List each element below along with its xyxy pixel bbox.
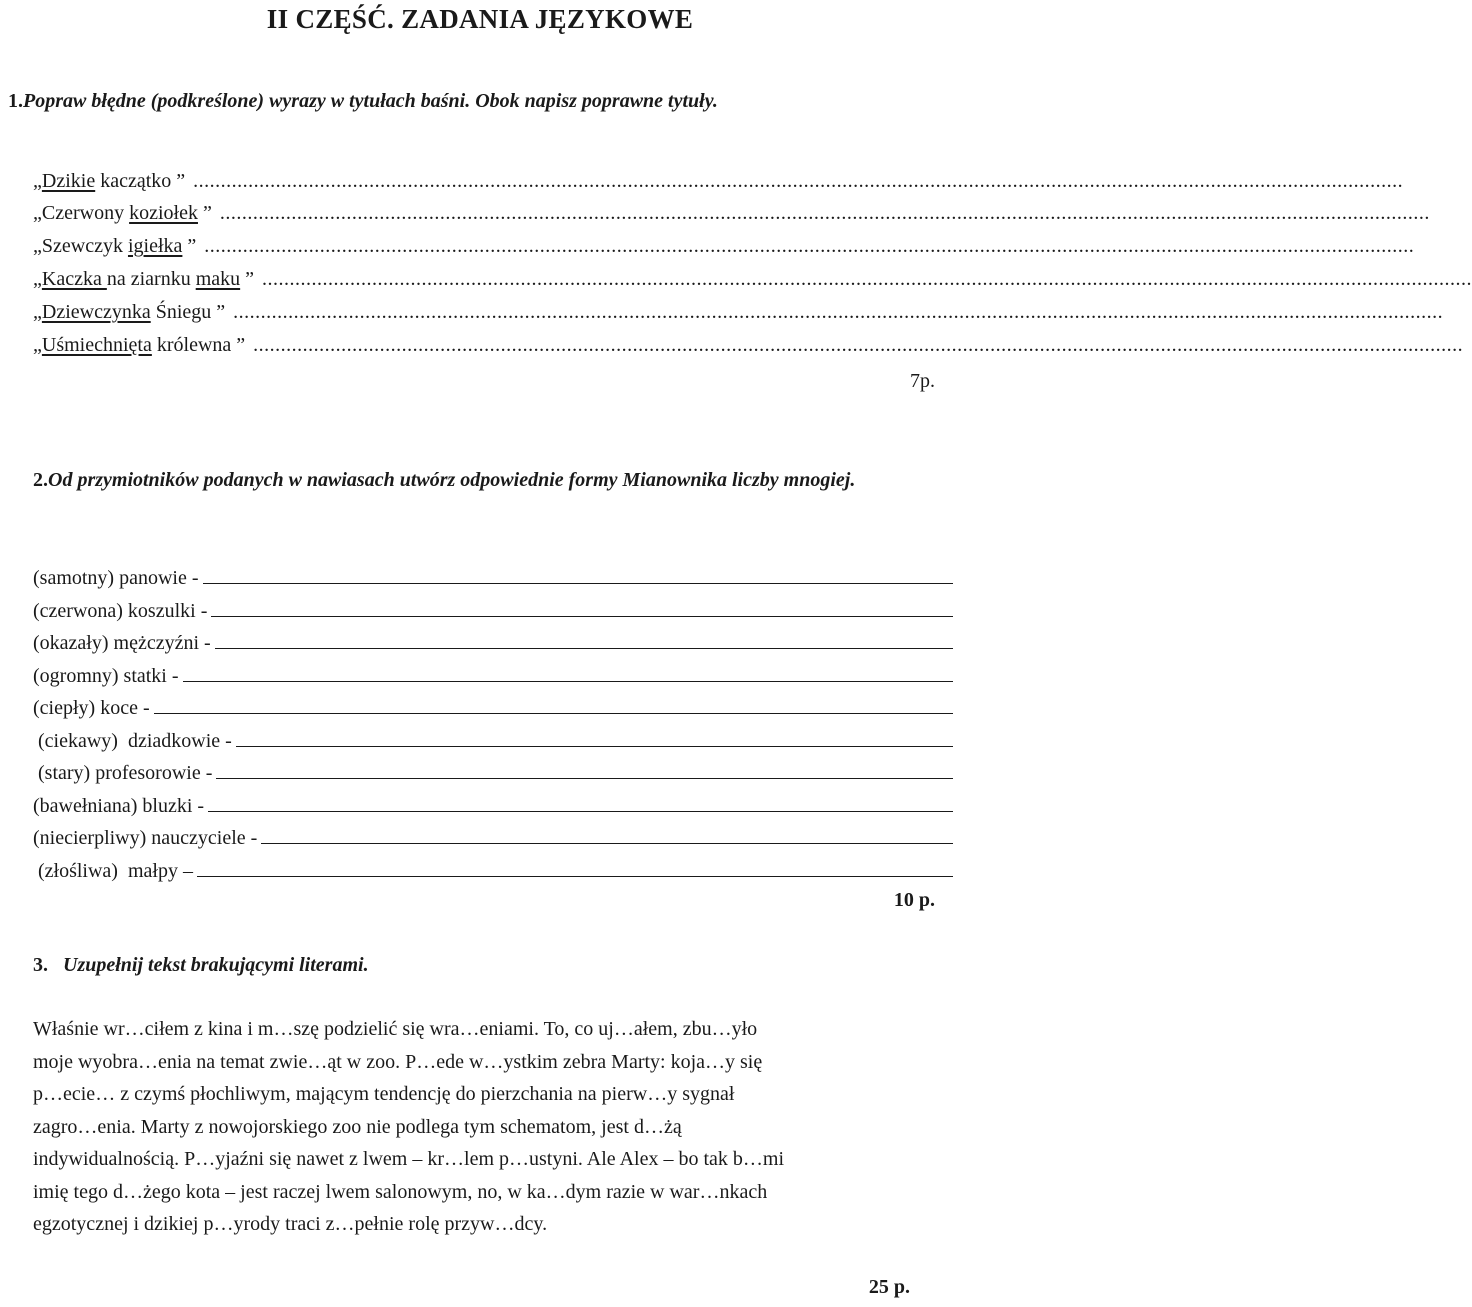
adjective-prompt: (samotny) panowie - — [33, 567, 199, 589]
task-2-number: 2. — [33, 469, 48, 491]
adjective-row — [33, 728, 953, 753]
answer-line[interactable] — [261, 825, 953, 844]
adjective-row — [33, 793, 953, 818]
text-line: Właśnie wr…ciłem z kina i m…szę podzielić się wra…eniami. To, co uj…ałem, zbu…yło — [33, 1018, 758, 1040]
title-text: kaczątko — [95, 170, 177, 192]
task-1-points: 7p. — [910, 370, 935, 392]
task-3-heading — [33, 954, 369, 977]
answer-line[interactable] — [183, 663, 953, 682]
adjective-prompt: (ciepły) koce - — [33, 697, 150, 719]
answer-line[interactable] — [154, 695, 953, 714]
task-3-instruction: Uzupełnij tekst brakującymi literami. — [63, 954, 369, 976]
answer-dotted-line[interactable]: ............................................................................................................................................................................................................................ — [204, 235, 1415, 257]
answer-dotted-line[interactable]: ............................................................................................................................................................................................................................ — [262, 268, 1472, 290]
underlined-word: maku — [195, 268, 241, 290]
adjective-prompt: (czerwona) koszulki - — [33, 599, 208, 622]
close-quote: ” — [202, 202, 212, 224]
text-line: p…ecie… z czymś płochliwym, mającym tendencję do pierzchania na pierw…y sygnał — [33, 1083, 735, 1105]
task-3-number: 3. — [33, 954, 48, 976]
task-2-points: 10 p. — [893, 889, 935, 911]
adjective-row — [33, 760, 953, 785]
adjective-prompt: (bawełniana) bluzki - — [33, 794, 205, 817]
close-quote: ” — [187, 235, 197, 257]
underlined-word: Dzikie — [41, 170, 96, 192]
title-text: na ziarnku — [106, 268, 196, 290]
fairy-tale-title-row — [33, 170, 1404, 193]
text-line: egzotycznej i dzikiej p…yrody traci z…pełnie rolę przyw…dcy. — [33, 1213, 548, 1235]
page-title: II CZĘŚĆ. ZADANIA JĘZYKOWE — [266, 4, 694, 34]
task-2-heading — [33, 466, 953, 495]
answer-line[interactable] — [197, 858, 953, 877]
adjective-row — [33, 695, 953, 720]
open-quote: „ — [33, 202, 42, 224]
text-line: indywidualnością. P…yjaźni się nawet z lwem – kr…lem p…ustyni. Ale Alex – bo tak b…mi — [33, 1148, 784, 1170]
title-text: Czerwony — [41, 202, 130, 224]
open-quote: „ — [33, 235, 42, 257]
adjective-prompt: (ciekawy) dziadkowie - — [33, 729, 232, 752]
underlined-word: Dziewczynka — [41, 301, 151, 323]
close-quote: ” — [236, 334, 246, 356]
adjective-row — [33, 565, 953, 590]
adjective-prompt: (złośliwa) małpy – — [33, 859, 193, 882]
task-1-heading — [8, 90, 718, 113]
fairy-tale-title-row — [33, 202, 1430, 225]
adjective-prompt: (ogromny) statki - — [33, 664, 179, 687]
open-quote: „ — [33, 268, 42, 290]
task-3-points: 25 p. — [868, 1276, 910, 1298]
fairy-tale-title-row — [33, 301, 1444, 324]
text-line: moje wyobra…enia na temat zwie…ąt w zoo. P…ede w…ystkim zebra Marty: koja…y się — [33, 1050, 763, 1073]
answer-dotted-line[interactable]: ............................................................................................................................................................................................................................ — [193, 170, 1404, 192]
fill-in-text — [33, 1013, 933, 1241]
text-line: zagro…enia. Marty z nowojorskiego zoo nie podlega tym schematom, jest d…żą — [33, 1115, 682, 1138]
answer-dotted-line[interactable]: ............................................................................................................................................................................................................................ — [219, 202, 1430, 224]
answer-line[interactable] — [216, 760, 953, 779]
answer-line[interactable] — [215, 630, 953, 649]
answer-dotted-line[interactable]: ............................................................................................................................................................................................................................ — [233, 301, 1444, 323]
task-2-instruction: Od przymiotników podanych w nawiasach utwórz odpowiednie formy Mianownika liczby mnogiej. — [48, 469, 856, 491]
close-quote: ” — [245, 268, 255, 290]
open-quote: „ — [33, 170, 42, 192]
answer-line[interactable] — [211, 598, 953, 617]
answer-line[interactable] — [203, 565, 953, 584]
adjective-row — [33, 825, 953, 850]
underlined-word: Uśmiechnięta — [41, 334, 152, 356]
open-quote: „ — [33, 301, 42, 323]
answer-line[interactable] — [208, 793, 953, 812]
adjective-row — [33, 858, 953, 883]
adjective-prompt: (stary) profesorowie - — [33, 762, 213, 784]
task-1-instruction: Popraw błędne (podkreślone) wyrazy w tytułach baśni. Obok napisz poprawne tytuły. — [23, 90, 718, 112]
answer-line[interactable] — [236, 728, 953, 747]
underlined-word: igiełka — [127, 235, 183, 257]
title-text: królewna — [151, 334, 237, 356]
fairy-tale-title-row — [33, 268, 1472, 291]
underlined-word: koziołek — [129, 202, 198, 224]
title-text: Szewczyk — [41, 235, 128, 257]
adjective-row — [33, 598, 953, 623]
adjective-prompt: (okazały) mężczyźni - — [33, 632, 211, 654]
title-text: Śniegu — [150, 301, 217, 323]
text-line: imię tego d…żego kota – jest raczej lwem salonowym, no, w ka…dym razie w war…nkach — [33, 1180, 768, 1203]
adjective-row — [33, 630, 953, 655]
adjective-row — [33, 663, 953, 688]
close-quote: ” — [216, 301, 226, 323]
close-quote: ” — [176, 170, 186, 192]
underlined-word: Kaczka — [41, 268, 107, 290]
open-quote: „ — [33, 334, 42, 356]
task-1-number: 1. — [8, 90, 23, 112]
fairy-tale-title-row — [33, 235, 1415, 258]
answer-dotted-line[interactable]: ............................................................................................................................................................................................................................ — [253, 334, 1464, 356]
fairy-tale-title-row — [33, 334, 1464, 357]
adjective-prompt: (niecierpliwy) nauczyciele - — [33, 827, 258, 849]
